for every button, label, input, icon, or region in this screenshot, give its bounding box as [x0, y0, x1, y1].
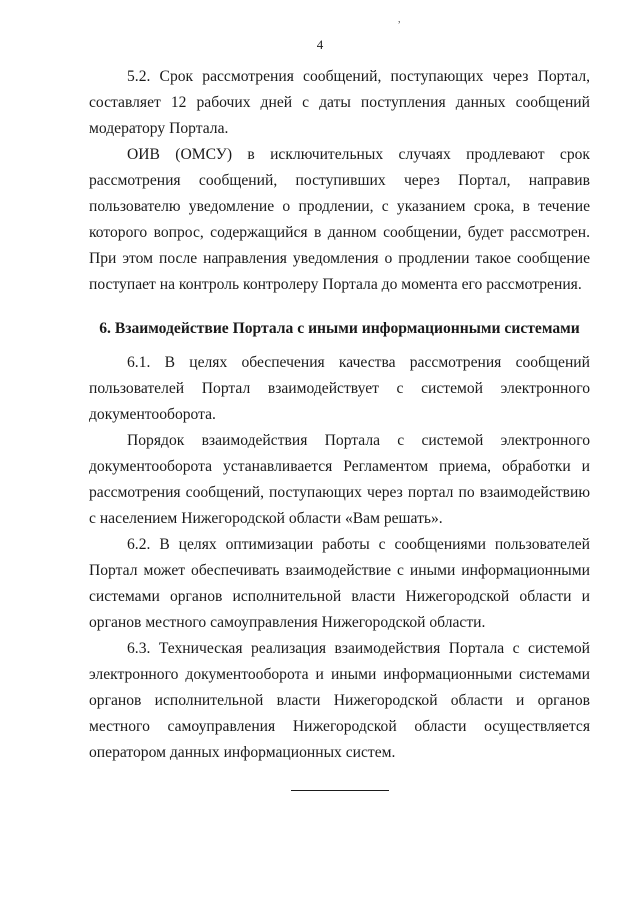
section-6-heading: 6. Взаимодействие Портала с иными информационными системами [99, 320, 580, 337]
page-number: 4 [316, 37, 324, 52]
document-body [89, 64, 590, 791]
scan-mark: , [398, 14, 401, 25]
closing-separator-line [291, 790, 389, 791]
paragraph-5-2-extension: ОИВ (ОМСУ) в исключительных случаях продлевают срок рассмотрения сообщений, поступивших через Портал, направив пользователю уведомление о продлении, с указанием срока, в течение которого вопрос, содержащийся в данном сообщении, будет рассмотрен. При этом после направления уведомления о продлении такое сообщение поступает на контроль контролеру Портала до момента его рассмотрения. [89, 146, 590, 293]
paragraph-6-3: 6.3. Техническая реализация взаимодействия Портала с системой электронного документооборота и иными информационными системами органов исполнительной власти Нижегородской области и органов местного самоуправления Нижегородской области осуществляется оператором данных информационных систем. [89, 640, 590, 761]
paragraph-6-1-procedure: Порядок взаимодействия Портала с системой электронного документооборота устанавливается Регламентом приема, обработки и рассмотрения сообщений, поступающих через портал по взаимодействию с населением Нижегородской области «Вам решать». [89, 432, 590, 527]
paragraph-6-2: 6.2. В целях оптимизации работы с сообщениями пользователей Портал может обеспечивать взаимодействие с иными информационными системами органов исполнительной власти Нижегородской области и органов местного самоуправления Нижегородской области. [89, 536, 590, 631]
paragraph-6-1: 6.1. В целях обеспечения качества рассмотрения сообщений пользователей Портал взаимодействует с системой электронного документооборота. [89, 354, 590, 423]
paragraph-5-2: 5.2. Срок рассмотрения сообщений, поступающих через Портал, составляет 12 рабочих дней с даты поступления данных сообщений модератору Портала. [89, 68, 590, 137]
